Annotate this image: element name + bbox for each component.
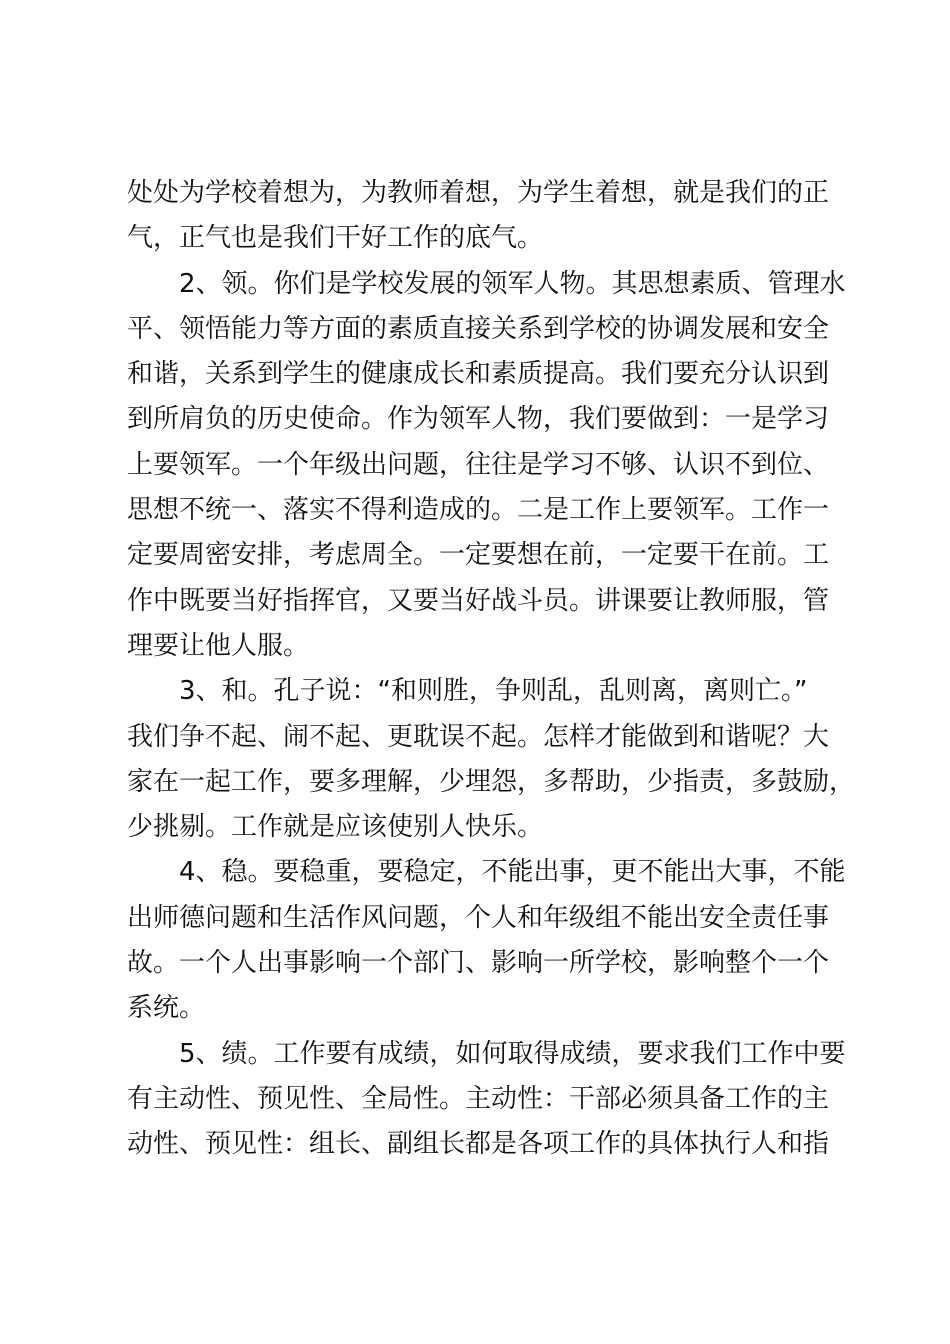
- paragraph: [127, 1032, 846, 1168]
- text-line: 2、领。你们是学校发展的领军人物。其思想素质、管理水: [179, 268, 846, 299]
- text-line: 出师德问题和生活作风问题，个人和年级组不能出安全责任事: [127, 902, 830, 933]
- text-line: 家在一起工作，要多理解，少埋怨，多帮助，少指责，多鼓励，: [127, 766, 856, 797]
- paragraph: [127, 669, 856, 850]
- paragraph: [127, 171, 837, 262]
- text-line: 定要周密安排，考虑周全。一定要想在前，一定要干在前。工: [127, 540, 830, 571]
- paragraph: [127, 850, 846, 1031]
- text-line: 思想不统一、落实不得利造成的。二是工作上要领军。工作一: [127, 495, 830, 526]
- text-line: 上要领军。一个年级出问题，往往是学习不够、认识不到位、: [127, 449, 830, 480]
- text-line: 到所肩负的历史使命。作为领军人物，我们要做到：一是学习: [127, 404, 830, 435]
- text-line: 动性、预见性：组长、副组长都是各项工作的具体执行人和指: [127, 1129, 830, 1160]
- text-line: 4、稳。要稳重，要稳定，不能出事，更不能出大事，不能: [179, 857, 846, 888]
- text-line: 平、领悟能力等方面的素质直接关系到学校的协调发展和安全: [127, 313, 830, 344]
- text-line: 系统。: [127, 993, 206, 1024]
- text-line: 有主动性、预见性、全局性。主动性：干部必须具备工作的主: [127, 1083, 830, 1114]
- paragraph: [127, 262, 846, 670]
- text-line: 故。一个人出事影响一个部门、影响一所学校，影响整个一个: [127, 948, 830, 979]
- text-line: 和谐，关系到学生的健康成长和素质提高。我们要充分认识到: [127, 359, 830, 390]
- text-line: 少挑剔。工作就是应该使别人快乐。: [127, 812, 544, 843]
- text-line: 3、和。孔子说：“和则胜，争则乱，乱则离，离则亡。”: [179, 676, 808, 707]
- text-line: 5、绩。工作要有成绩，如何取得成绩，要求我们工作中要: [179, 1038, 846, 1069]
- text-line: 理要让他人服。: [127, 630, 310, 661]
- text-line: 气，正气也是我们干好工作的底气。: [127, 223, 544, 254]
- document-body: [127, 171, 856, 1168]
- text-line: 我们争不起、闹不起、更耽误不起。怎样才能做到和谐呢？大: [127, 721, 830, 752]
- text-line: 处处为学校着想为，为教师着想，为学生着想，就是我们的正: [127, 178, 830, 208]
- text-line: 作中既要当好指挥官，又要当好战斗员。讲课要让教师服，管: [127, 585, 830, 616]
